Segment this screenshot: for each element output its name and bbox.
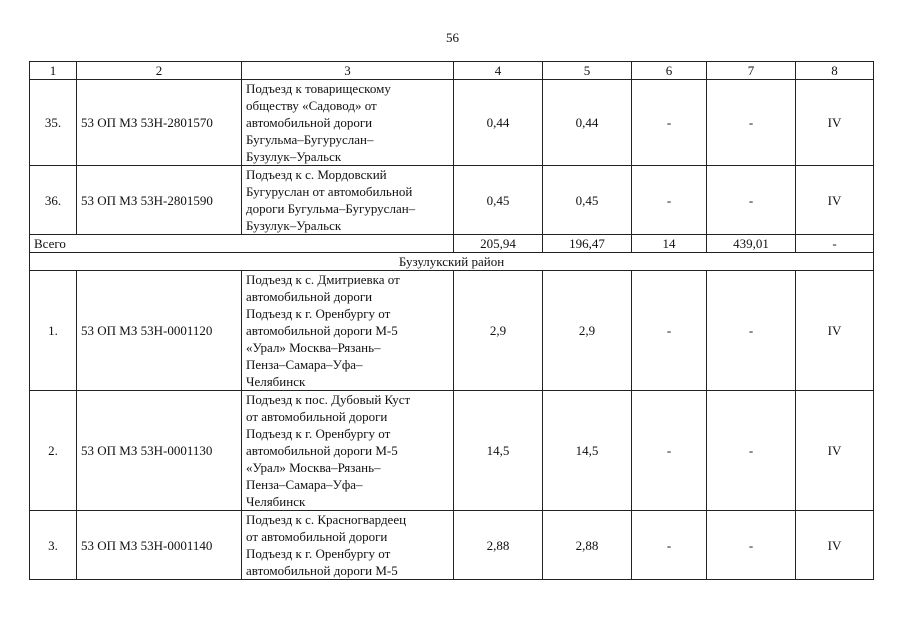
value-col7: - xyxy=(707,80,796,166)
value-col7: - xyxy=(707,166,796,235)
road-category: IV xyxy=(796,511,874,580)
value-col7: - xyxy=(707,391,796,511)
column-number-row xyxy=(30,62,874,80)
value-col7: - xyxy=(707,511,796,580)
value-col5: 0,44 xyxy=(543,80,632,166)
table-row xyxy=(30,391,874,511)
table-row xyxy=(30,80,874,166)
total-label: Всего xyxy=(30,235,454,253)
road-code: 53 ОП МЗ 53Н-0001130 xyxy=(77,391,242,511)
value-col4: 0,44 xyxy=(454,80,543,166)
road-name: Подъезд к с. Мордовский Бугуруслан от автомобильной дороги Бугульма–Бугуруслан– Бузулук–Уральск xyxy=(242,166,454,235)
column-header: 4 xyxy=(454,62,543,80)
value-col5: 14,5 xyxy=(543,391,632,511)
row-number: 3. xyxy=(30,511,77,580)
table-row xyxy=(30,511,874,580)
road-name: Подъезд к с. Дмитриевка от автомобильной дороги Подъезд к г. Оренбургу от автомобильной дороги М-5 «Урал» Москва–Рязань– Пенза–Самара–Уфа– Челябинск xyxy=(242,271,454,391)
road-category: IV xyxy=(796,271,874,391)
road-code: 53 ОП МЗ 53Н-2801590 xyxy=(77,166,242,235)
total-col6: 14 xyxy=(632,235,707,253)
road-name: Подъезд к с. Красногвардеец от автомобильной дороги Подъезд к г. Оренбургу от автомобильной дороги М-5 xyxy=(242,511,454,580)
column-header: 2 xyxy=(77,62,242,80)
value-col4: 2,88 xyxy=(454,511,543,580)
road-code: 53 ОП МЗ 53Н-0001120 xyxy=(77,271,242,391)
page-number: 56 xyxy=(446,30,459,45)
table-row xyxy=(30,166,874,235)
value-col5: 2,9 xyxy=(543,271,632,391)
value-col4: 0,45 xyxy=(454,166,543,235)
value-col5: 0,45 xyxy=(543,166,632,235)
value-col6: - xyxy=(632,80,707,166)
column-header: 1 xyxy=(30,62,77,80)
road-code: 53 ОП МЗ 53Н-2801570 xyxy=(77,80,242,166)
road-name: Подъезд к товарищескому обществу «Садовод» от автомобильной дороги Бугульма–Бугуруслан– Бузулук–Уральск xyxy=(242,80,454,166)
row-number: 2. xyxy=(30,391,77,511)
total-col7: 439,01 xyxy=(707,235,796,253)
section-row xyxy=(30,253,874,271)
value-col5: 2,88 xyxy=(543,511,632,580)
roads-table xyxy=(29,61,874,580)
total-col4: 205,94 xyxy=(454,235,543,253)
total-row xyxy=(30,235,874,253)
column-header: 8 xyxy=(796,62,874,80)
value-col6: - xyxy=(632,166,707,235)
row-number: 35. xyxy=(30,80,77,166)
value-col4: 2,9 xyxy=(454,271,543,391)
road-category: IV xyxy=(796,166,874,235)
table-row xyxy=(30,271,874,391)
section-title: Бузулукский район xyxy=(30,253,874,271)
value-col7: - xyxy=(707,271,796,391)
total-col8: - xyxy=(796,235,874,253)
value-col6: - xyxy=(632,511,707,580)
road-name: Подъезд к пос. Дубовый Куст от автомобильной дороги Подъезд к г. Оренбургу от автомобильной дороги М-5 «Урал» Москва–Рязань– Пенза–Самара–Уфа– Челябинск xyxy=(242,391,454,511)
value-col6: - xyxy=(632,391,707,511)
row-number: 36. xyxy=(30,166,77,235)
column-header: 3 xyxy=(242,62,454,80)
value-col6: - xyxy=(632,271,707,391)
total-col5: 196,47 xyxy=(543,235,632,253)
road-category: IV xyxy=(796,80,874,166)
column-header: 6 xyxy=(632,62,707,80)
road-code: 53 ОП МЗ 53Н-0001140 xyxy=(77,511,242,580)
value-col4: 14,5 xyxy=(454,391,543,511)
row-number: 1. xyxy=(30,271,77,391)
road-category: IV xyxy=(796,391,874,511)
column-header: 5 xyxy=(543,62,632,80)
column-header: 7 xyxy=(707,62,796,80)
